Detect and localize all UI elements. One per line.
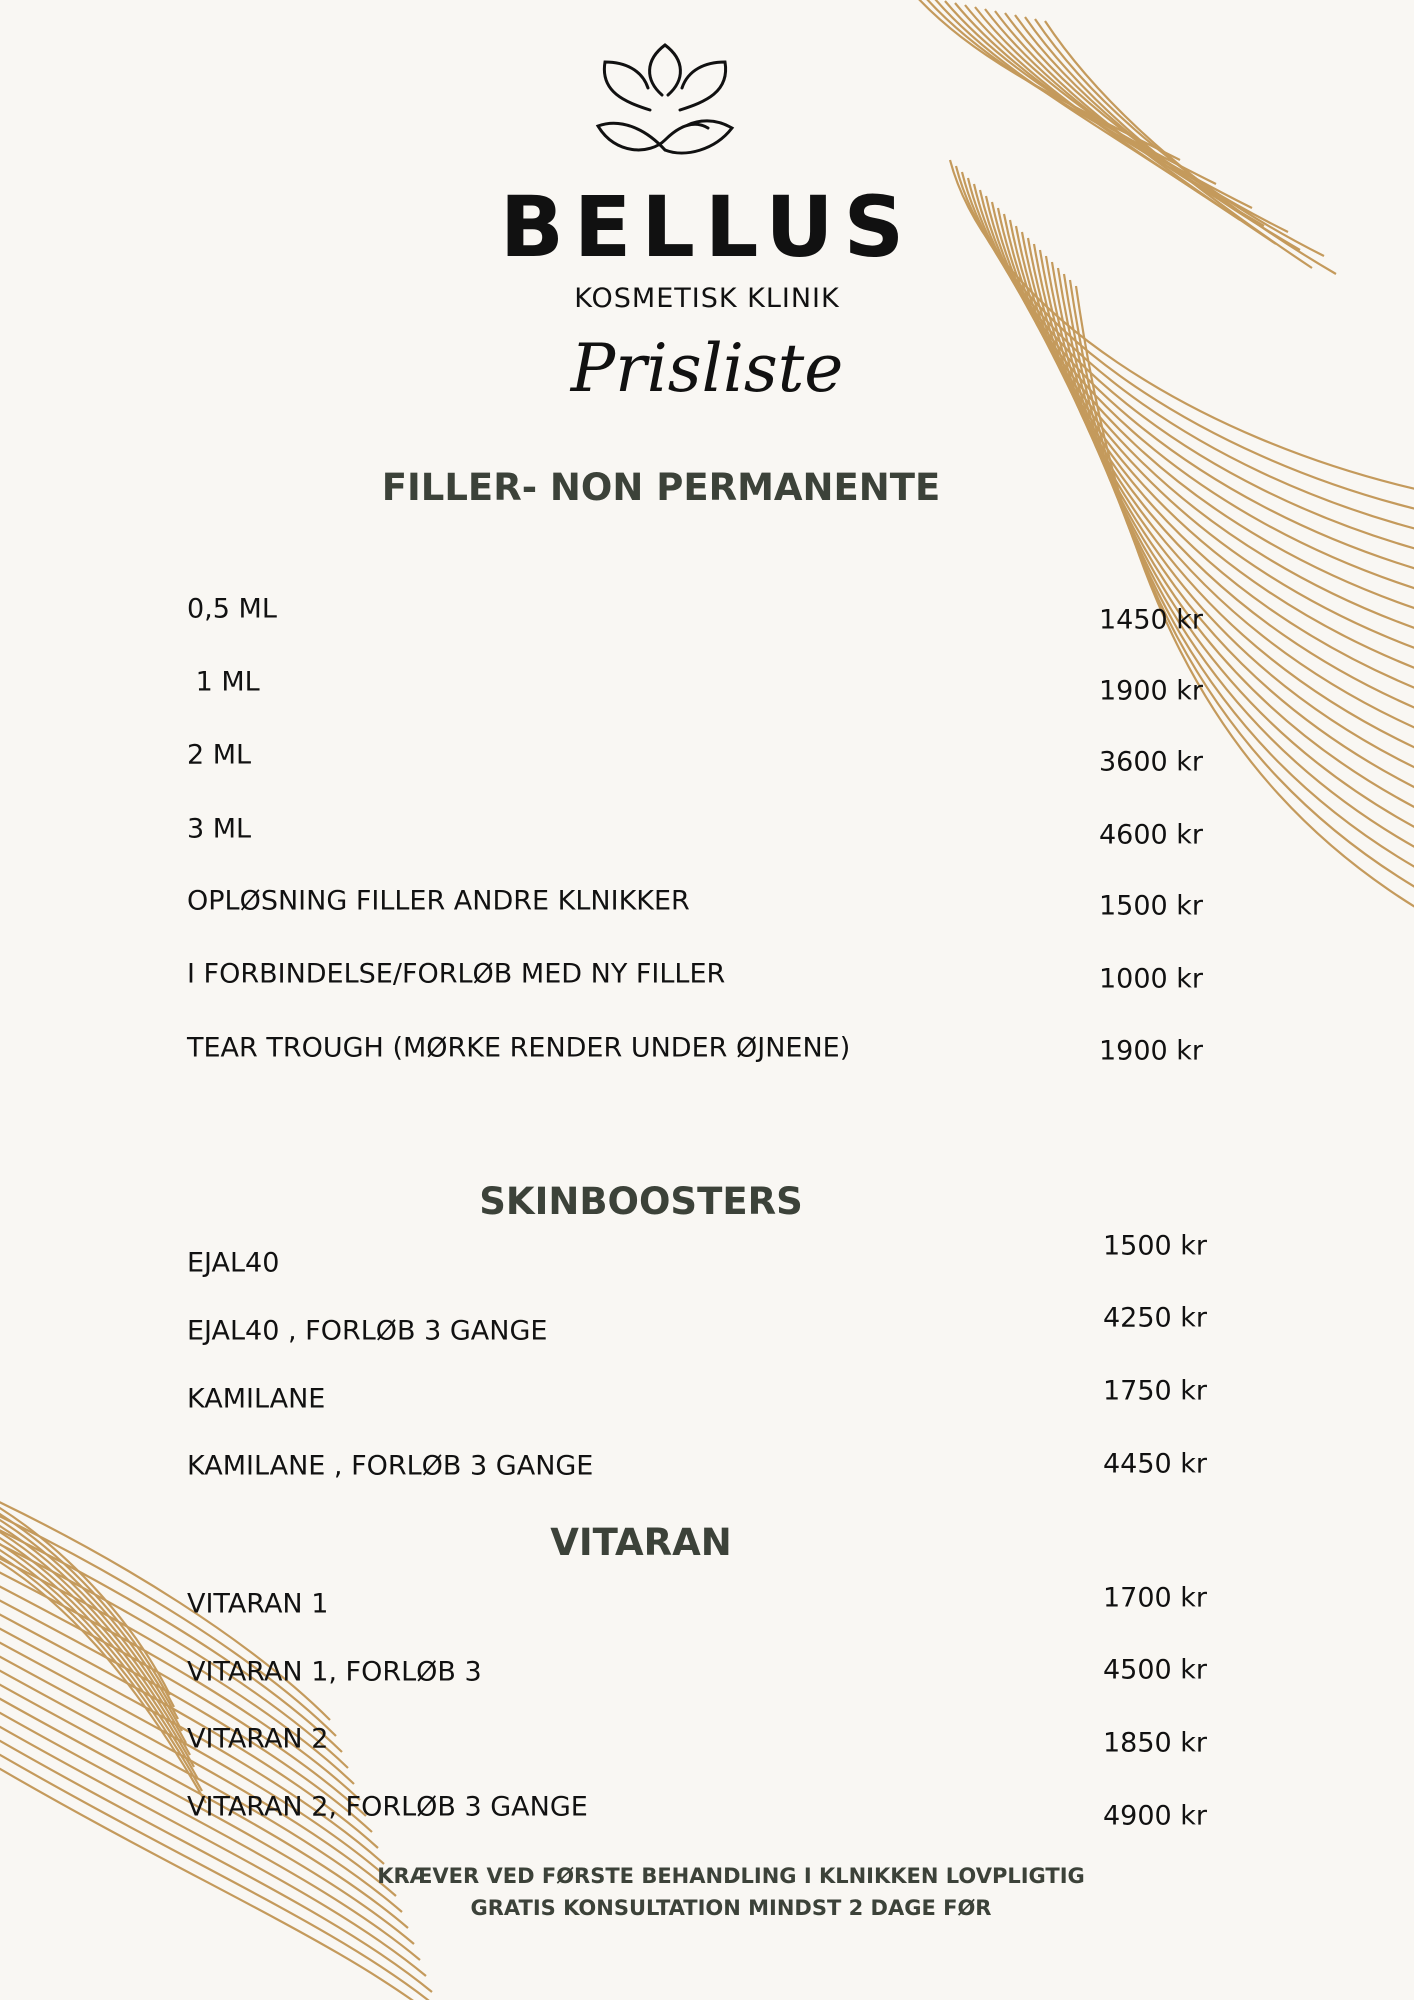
treatment-price: 4250 kr: [1103, 1302, 1208, 1334]
footer-note-line-1: KRÆVER VED FØRSTE BEHANDLING I KLNIKKEN LOVPLIGTIG: [377, 1864, 1085, 1888]
section-heading-skinboosters: SKINBOOSTERS: [479, 1180, 803, 1223]
treatment-price: 3600 kr: [1099, 746, 1204, 778]
gold-stroke: [0, 1553, 202, 1791]
treatment-label: OPLØSNING FILLER ANDRE KLNIKKER: [187, 885, 690, 917]
gold-stroke: [0, 1541, 194, 1767]
gold-stroke: [0, 1654, 396, 1896]
treatment-label: KAMILANE: [187, 1383, 326, 1415]
gold-stroke: [0, 1535, 190, 1755]
lotus-icon: [590, 40, 740, 160]
treatment-label: 0,5 ML: [187, 593, 277, 625]
gold-stroke: [0, 1559, 206, 1803]
gold-stroke: [0, 1511, 174, 1707]
footer-note-line-2: GRATIS KONSULTATION MINDST 2 DAGE FØR: [470, 1896, 992, 1920]
section-heading-filler: FILLER- NON PERMANENTE: [381, 466, 941, 509]
treatment-label: I FORBINDELSE/FORLØB MED NY FILLER: [187, 958, 726, 990]
gold-stroke: [925, 0, 1192, 178]
gold-stroke: [0, 1547, 198, 1779]
gold-stroke: [0, 1528, 342, 1752]
gold-stroke: [955, 3, 1228, 202]
gold-stroke: [1034, 244, 1414, 770]
treatment-price: 4450 kr: [1103, 1448, 1208, 1480]
treatment-price: 4900 kr: [1103, 1800, 1208, 1832]
brand-name: BELLUS: [499, 178, 915, 276]
gold-stroke: [0, 1505, 170, 1695]
section-heading-vitaran: VITARAN: [550, 1521, 732, 1564]
treatment-label: 1 ML: [187, 666, 260, 698]
gold-stroke: [0, 1529, 186, 1743]
brand-subtitle: KOSMETISK KLINIK: [574, 283, 840, 314]
gold-stroke: [1028, 238, 1414, 750]
treatment-price: 4500 kr: [1103, 1654, 1208, 1686]
treatment-price: 1700 kr: [1103, 1582, 1208, 1614]
treatment-label: EJAL40: [187, 1247, 280, 1279]
treatment-label: VITARAN 2: [187, 1723, 329, 1755]
gold-stroke: [915, 0, 1180, 160]
treatment-label: TEAR TROUGH (MØRKE RENDER UNDER ØJNENE): [187, 1032, 851, 1064]
treatment-price: 1900 kr: [1099, 1035, 1204, 1067]
treatment-label: EJAL40 , FORLØB 3 GANGE: [187, 1315, 548, 1347]
treatment-label: VITARAN 1: [187, 1588, 329, 1620]
gold-stroke: [945, 1, 1216, 184]
gold-stroke: [0, 1514, 336, 1736]
treatment-label: VITARAN 2, FORLØB 3 GANGE: [187, 1791, 588, 1823]
treatment-price: 1500 kr: [1099, 890, 1204, 922]
treatment-price: 1500 kr: [1103, 1230, 1208, 1262]
treatment-label: 2 ML: [187, 739, 252, 771]
treatment-price: 1000 kr: [1099, 963, 1204, 995]
treatment-price: 1750 kr: [1103, 1375, 1208, 1407]
gold-stroke: [0, 1517, 178, 1719]
gold-stroke: [0, 1724, 426, 1976]
treatment-price: 1900 kr: [1099, 675, 1204, 707]
treatment-price: 4600 kr: [1099, 819, 1204, 851]
gold-stroke: [0, 1523, 182, 1731]
treatment-price: 1850 kr: [1103, 1727, 1208, 1759]
treatment-label: 3 ML: [187, 813, 252, 845]
gold-stroke: [935, 0, 1204, 196]
treatment-label: KAMILANE , FORLØB 3 GANGE: [187, 1450, 594, 1482]
treatment-label: VITARAN 1, FORLØB 3: [187, 1656, 482, 1688]
page-title: Prisliste: [570, 330, 844, 407]
treatment-price: 1450 kr: [1099, 604, 1204, 636]
